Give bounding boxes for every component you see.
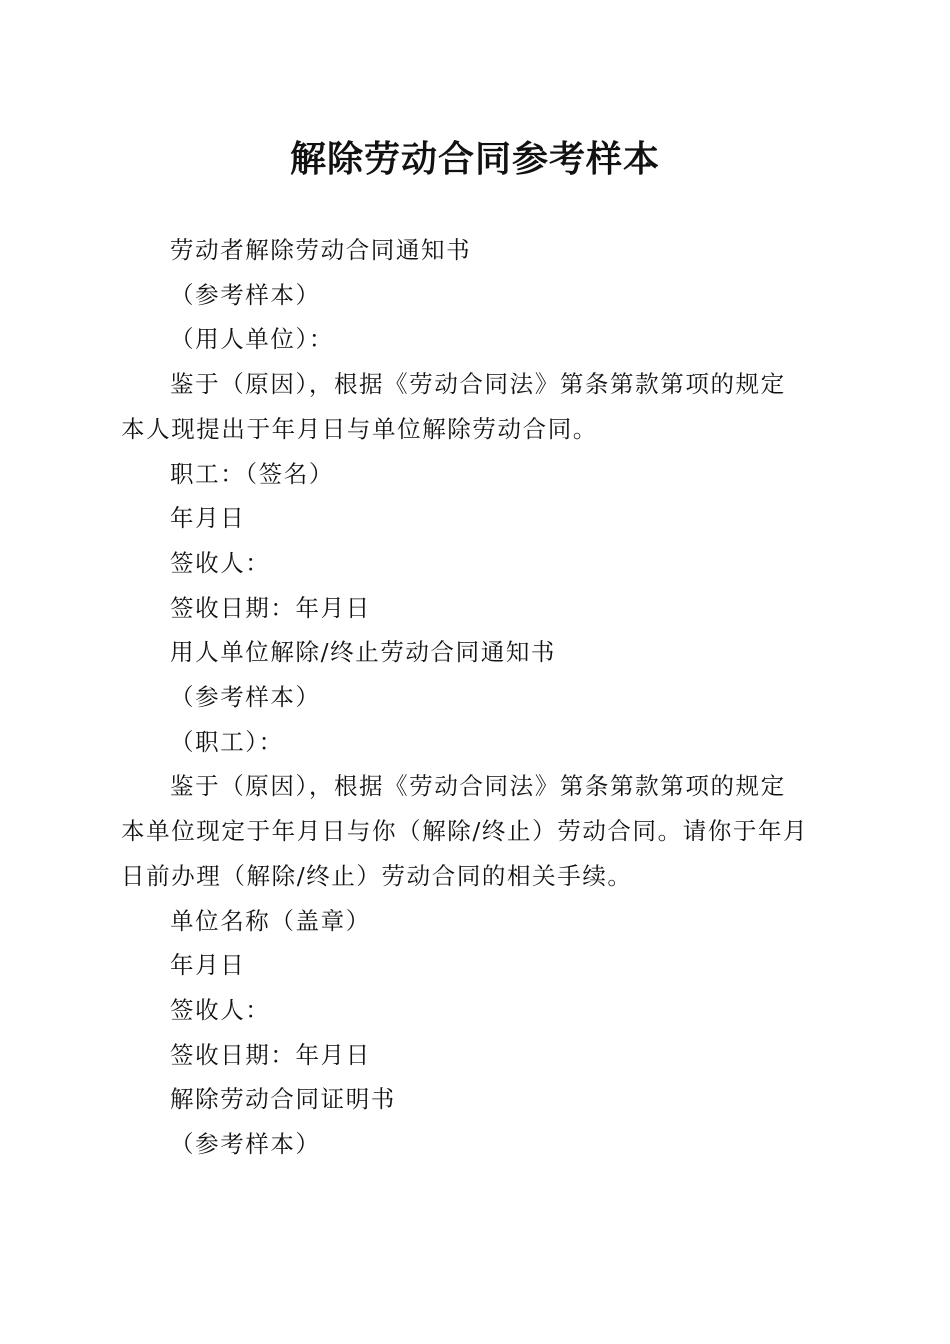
employee-notice-date: 年月日 [170,504,246,533]
employer-notice-body-line: 本单位现定于年月日与你（解除/终止）劳动合同。请你于年月 [121,817,809,846]
employer-notice-body [121,764,826,898]
certificate-subtitle: （参考样本） [170,1130,321,1159]
employee-notice-subtitle: （参考样本） [170,280,321,309]
employee-notice-heading: 劳动者解除劳动合同通知书 [170,236,472,264]
employer-notice-receiver: 签收人： [170,995,271,1024]
employee-notice-addressee: （用人单位）： [170,325,334,354]
employee-signature: 职工：（签名） [170,459,334,488]
employer-notice-body-line: 日前办理（解除/终止）劳动合同的相关手续。 [121,861,633,890]
document-title: 解除劳动合同参考样本 [289,138,660,180]
company-seal-line: 单位名称（盖章） [170,906,371,935]
document-body [121,228,826,1167]
employee-notice-body [121,362,826,451]
employee-notice-receiver: 签收人： [170,548,271,577]
employer-notice-addressee: （职工）： [170,727,284,756]
certificate-heading: 解除劳动合同证明书 [170,1085,396,1114]
employer-notice-date: 年月日 [170,951,246,980]
employer-notice-heading: 用人单位解除/终止劳动合同通知书 [170,638,557,667]
employer-notice-body-line: 鉴于（原因），根据《劳动合同法》第条第款第项的规定 [170,772,786,801]
employer-notice-receive-date: 签收日期：年月日 [170,1040,371,1069]
employer-notice-subtitle: （参考样本） [170,683,321,712]
employee-notice-receive-date: 签收日期：年月日 [170,593,371,622]
employee-notice-body-line: 鉴于（原因），根据《劳动合同法》第条第款第项的规定 [170,370,786,399]
employee-notice-body-line: 本人现提出于年月日与单位解除劳动合同。 [121,414,598,443]
